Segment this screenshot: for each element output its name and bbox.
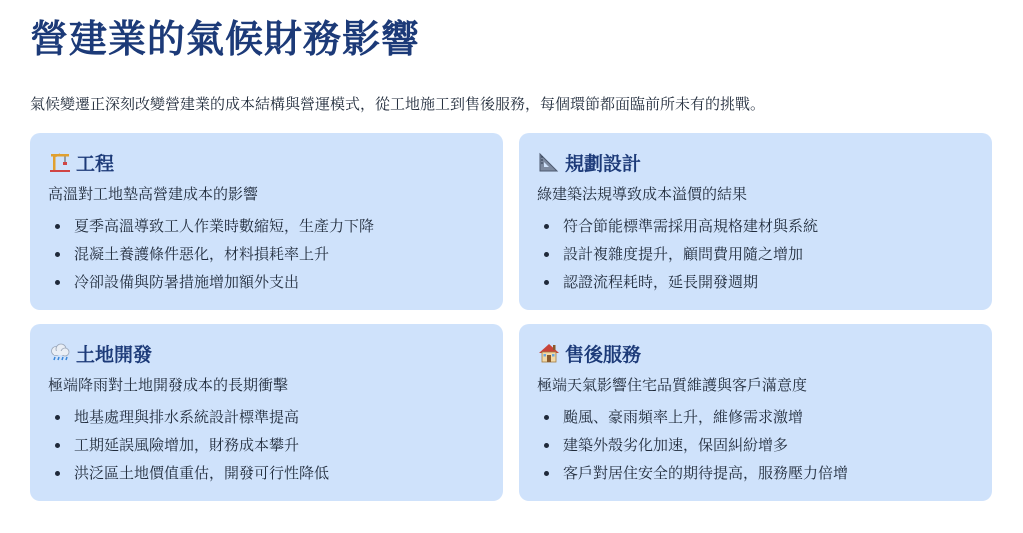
card-planning-design	[519, 133, 992, 310]
card-after-sales	[519, 324, 992, 501]
card-header	[48, 340, 485, 366]
card-description: 高溫對工地墊高營建成本的影響	[48, 185, 259, 203]
card-item-list	[48, 403, 485, 487]
card-title: 售後服務	[565, 343, 642, 366]
page-title: 營建業的氣候財務影響	[30, 17, 421, 61]
card-grid	[30, 133, 992, 501]
card-title: 工程	[76, 152, 115, 175]
card-item-list	[537, 403, 974, 487]
page-subtitle: 氣候變遷正深刻改變營建業的成本結構與營運模式，從工地施工到售後服務，每個環節都面臨前所未有的挑戰。	[30, 95, 766, 113]
card-item-list	[48, 212, 485, 296]
card-header	[537, 149, 974, 175]
card-title: 土地開發	[76, 343, 153, 366]
list-item: 混凝土養護條件惡化，材料損耗率上升	[48, 240, 485, 268]
list-item: 冷卻設備與防暑措施增加額外支出	[48, 268, 485, 296]
list-item: 颱風、豪雨頻率上升，維修需求激增	[537, 403, 974, 431]
list-item: 建築外殼劣化加速，保固糾紛增多	[537, 431, 974, 459]
list-item: 符合節能標準需採用高規格建材與系統	[537, 212, 974, 240]
list-item: 客戶對居住安全的期待提高，服務壓力倍增	[537, 459, 974, 487]
list-item: 洪泛區土地價值重估，開發可行性降低	[48, 459, 485, 487]
card-header	[48, 149, 485, 175]
card-description: 極端天氣影響住宅品質維護與客戶滿意度	[537, 376, 808, 394]
list-item: 認證流程耗時，延長開發週期	[537, 268, 974, 296]
card-description: 綠建築法規導致成本溢價的結果	[537, 185, 748, 203]
card-engineering	[30, 133, 503, 310]
triangular-ruler-icon	[537, 150, 561, 174]
rain-cloud-icon	[48, 341, 72, 365]
list-item: 設計複雜度提升，顧問費用隨之增加	[537, 240, 974, 268]
list-item: 工期延誤風險增加，財務成本攀升	[48, 431, 485, 459]
house-icon	[537, 341, 561, 365]
card-item-list	[537, 212, 974, 296]
list-item: 地基處理與排水系統設計標準提高	[48, 403, 485, 431]
card-land-development	[30, 324, 503, 501]
list-item: 夏季高溫導致工人作業時數縮短，生產力下降	[48, 212, 485, 240]
card-title: 規劃設計	[565, 152, 642, 175]
card-header	[537, 340, 974, 366]
card-description: 極端降雨對土地開發成本的長期衝擊	[48, 376, 289, 394]
construction-crane-icon	[48, 150, 72, 174]
